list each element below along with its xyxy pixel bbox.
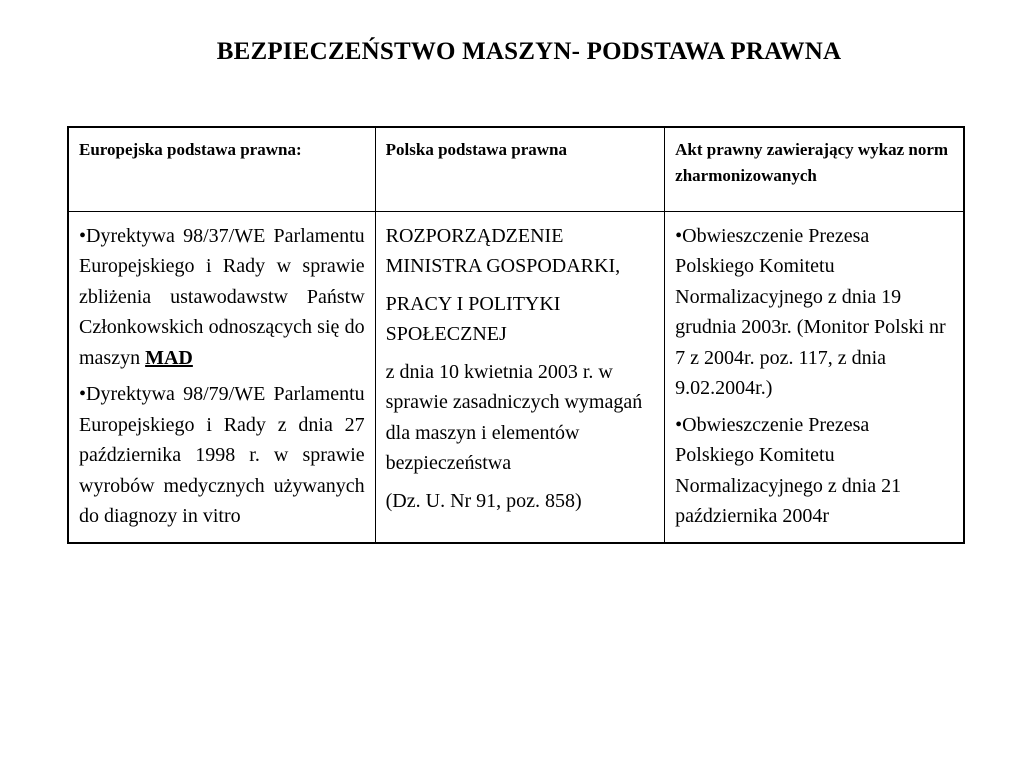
mad-abbreviation: MAD: [145, 346, 193, 369]
regulation-ministry: PRACY I POLITYKI SPOŁECZNEJ: [385, 292, 561, 345]
polish-basis-cell: [375, 211, 665, 543]
announcement-2003-item: •Obwieszczenie Prezesa Polskiego Komitetu Normalizacyjnego z dnia 19 grudnia 2003r. (Monitor Polski nr 7 z 2004r. poz. 117, z dnia 9.02.2004r.): [675, 224, 946, 399]
directive-98-37-text: •Dyrektywa 98/37/WE Parlamentu Europejskiego i Rady w sprawie zbliżenia ustawodawstw Państw Członkowskich odnoszących się do maszyn: [79, 224, 365, 369]
directive-98-37-item: [79, 221, 365, 374]
header-harmonized-standards-act: Akt prawny zawierający wykaz norm zharmonizowanych: [665, 127, 964, 211]
directive-98-79-item: •Dyrektywa 98/79/WE Parlamentu Europejskiego i Rady z dnia 27 października 1998 r. w sprawie wyrobów medycznych używanych do diagnozy in vitro: [79, 383, 365, 527]
european-basis-cell: [68, 211, 375, 543]
regulation-title: ROZPORZĄDZENIE MINISTRA GOSPODARKI,: [385, 224, 621, 277]
page-title: BEZPIECZEŃSTWO MASZYN- PODSTAWA PRAWNA: [216, 38, 842, 65]
regulation-date-subject: z dnia 10 kwietnia 2003 r. w sprawie zasadniczych wymagań dla maszyn i elementów bezpieczeństwa: [385, 360, 643, 474]
table-header-row: [68, 127, 964, 211]
header-european-basis: Europejska podstawa prawna:: [68, 127, 375, 211]
harmonized-standards-cell: [665, 211, 964, 543]
table-row: [68, 211, 964, 543]
announcement-2004-item: •Obwieszczenie Prezesa Polskiego Komitetu Normalizacyjnego z dnia 21 października 2004r: [675, 413, 902, 527]
legal-basis-table: [67, 126, 965, 544]
regulation-journal-ref: (Dz. U. Nr 91, poz. 858): [385, 489, 582, 512]
header-polish-basis: Polska podstawa prawna: [375, 127, 665, 211]
